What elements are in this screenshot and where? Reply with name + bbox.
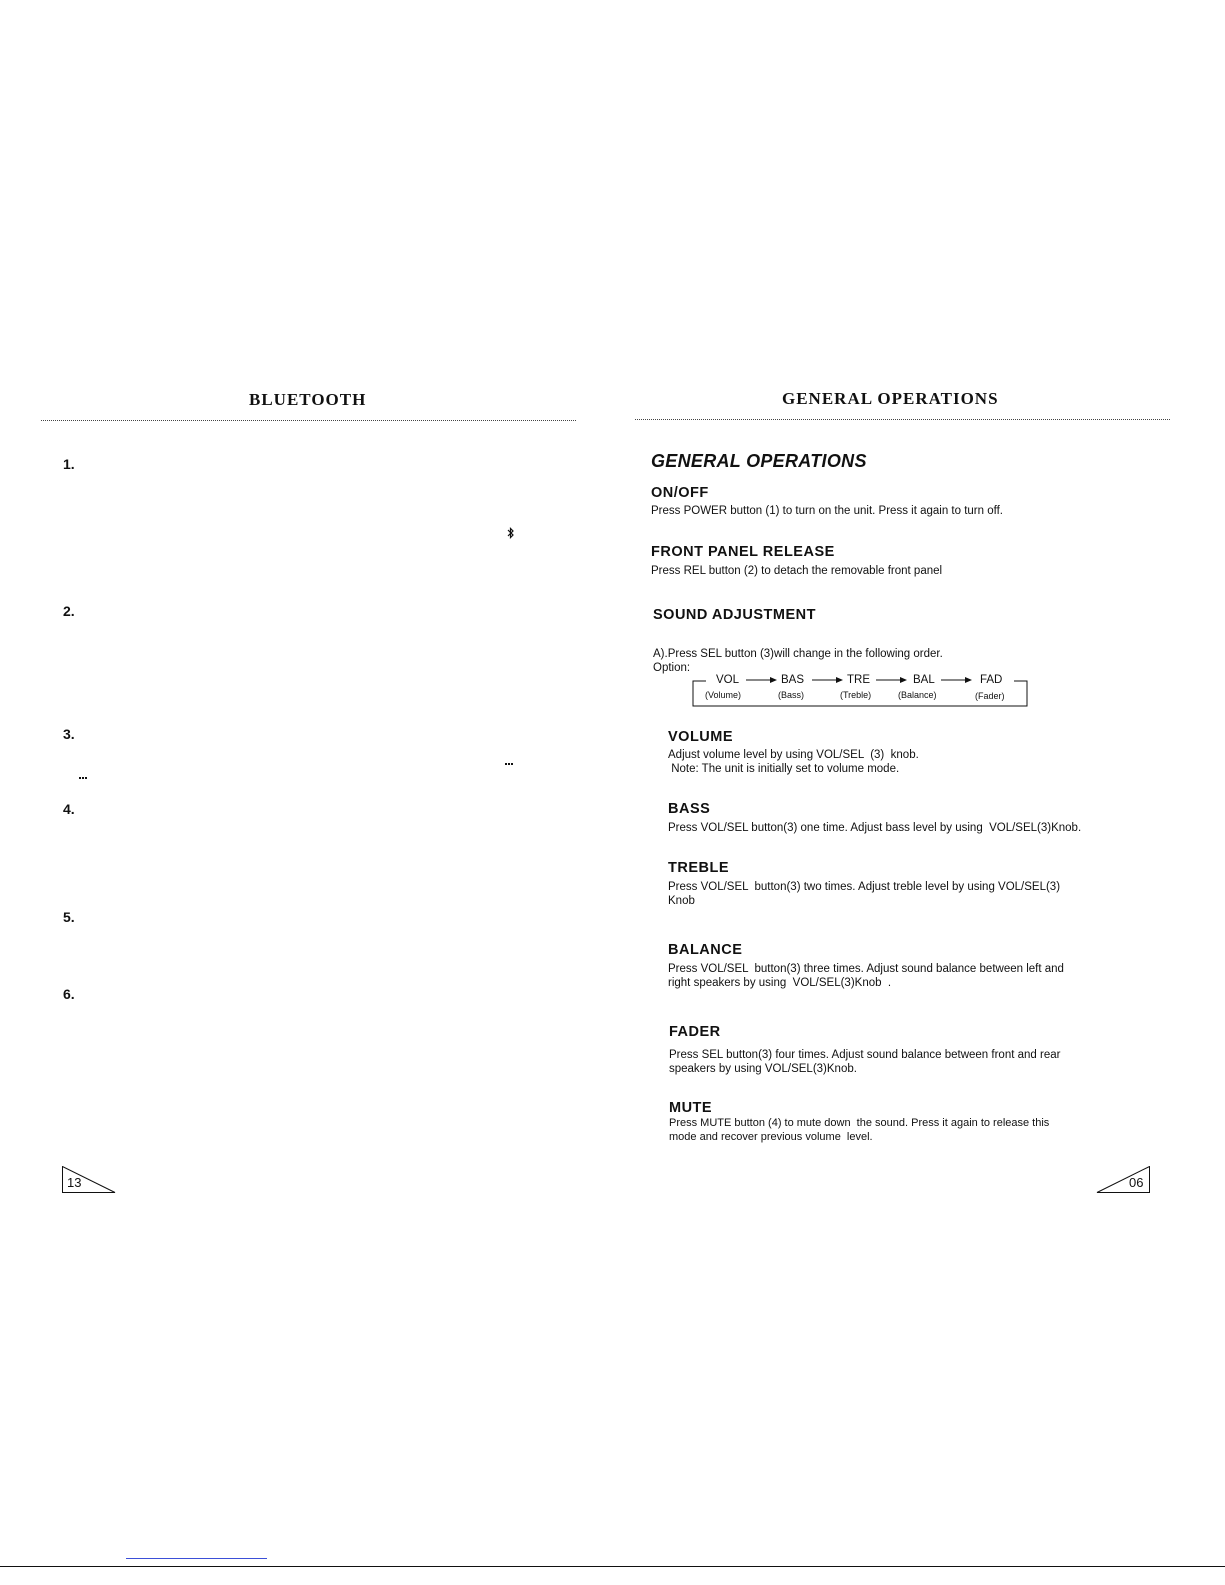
body-mute: Press MUTE button (4) to mute down the sound. Press it again to release this mode and recover previous volume level. [669,1117,1050,1143]
body-on-off: Press POWER button (1) to turn on the unit. Press it again to turn off. [651,505,1003,517]
signal-bars-icon [505,762,513,766]
page-number-right: 06 [1129,1175,1144,1190]
page-number-left: 13 [67,1175,82,1190]
heading-balance: BALANCE [668,942,743,958]
option-code-vol: VOL [716,674,740,686]
list-number-5: 5. [63,909,75,925]
right-page-title: GENERAL OPERATIONS [782,389,999,408]
right-page-divider [635,419,1170,420]
body-balance: Press VOL/SEL button(3) three times. Adjust sound balance between left and right speakers by using VOL/SEL(3)Knob . [668,963,1064,989]
bluetooth-icon [507,527,515,539]
heading-sound-adjustment: SOUND ADJUSTMENT [653,607,816,623]
option-code-bas: BAS [781,674,805,686]
signal-bars-icon [79,776,87,780]
body-fader: Press SEL button(3) four times. Adjust sound balance between front and rear speakers by using VOL/SEL(3)Knob. [669,1049,1061,1075]
heading-bass: BASS [668,801,711,817]
heading-front-panel-release: FRONT PANEL RELEASE [651,544,835,560]
list-number-2: 2. [63,603,75,619]
option-label-bass: (Bass) [778,690,805,700]
heading-on-off: ON/OFF [651,485,709,501]
list-number-1: 1. [63,456,75,472]
option-flow-diagram [692,673,1028,707]
list-number-6: 6. [63,986,75,1002]
body-sound-adjustment: A).Press SEL button (3)will change in the following order. Option: [653,648,943,674]
body-front-panel-release: Press REL button (2) to detach the removable front panel [651,565,943,577]
option-label-volume: (Volume) [705,690,742,700]
page-number-tab-right [1096,1166,1150,1193]
left-page-title: BLUETOOTH [249,390,367,409]
option-code-bal: BAL [913,674,935,686]
heading-volume: VOLUME [668,729,734,745]
option-label-fader: (Fader) [975,691,1005,701]
section-title: GENERAL OPERATIONS [651,451,867,471]
option-label-treble: (Treble) [840,690,872,700]
footer-link-underline[interactable] [126,1558,267,1559]
bottom-border [0,1566,1225,1567]
body-volume: Adjust volume level by using VOL/SEL (3) knob. Note: The unit is initially set to volume mode. [668,749,919,775]
option-code-fad: FAD [980,674,1003,686]
body-bass: Press VOL/SEL button(3) one time. Adjust bass level by using VOL/SEL(3)Knob. [668,822,1082,834]
option-code-tre: TRE [847,674,870,686]
heading-fader: FADER [669,1024,721,1040]
page-number-tab-left [62,1166,116,1193]
list-number-4: 4. [63,801,75,817]
list-number-3: 3. [63,726,75,742]
heading-treble: TREBLE [668,860,729,876]
heading-mute: MUTE [669,1100,713,1116]
left-page-divider [41,420,576,421]
option-label-balance: (Balance) [898,690,937,700]
body-treble: Press VOL/SEL button(3) two times. Adjust treble level by using VOL/SEL(3) Knob [668,881,1061,907]
